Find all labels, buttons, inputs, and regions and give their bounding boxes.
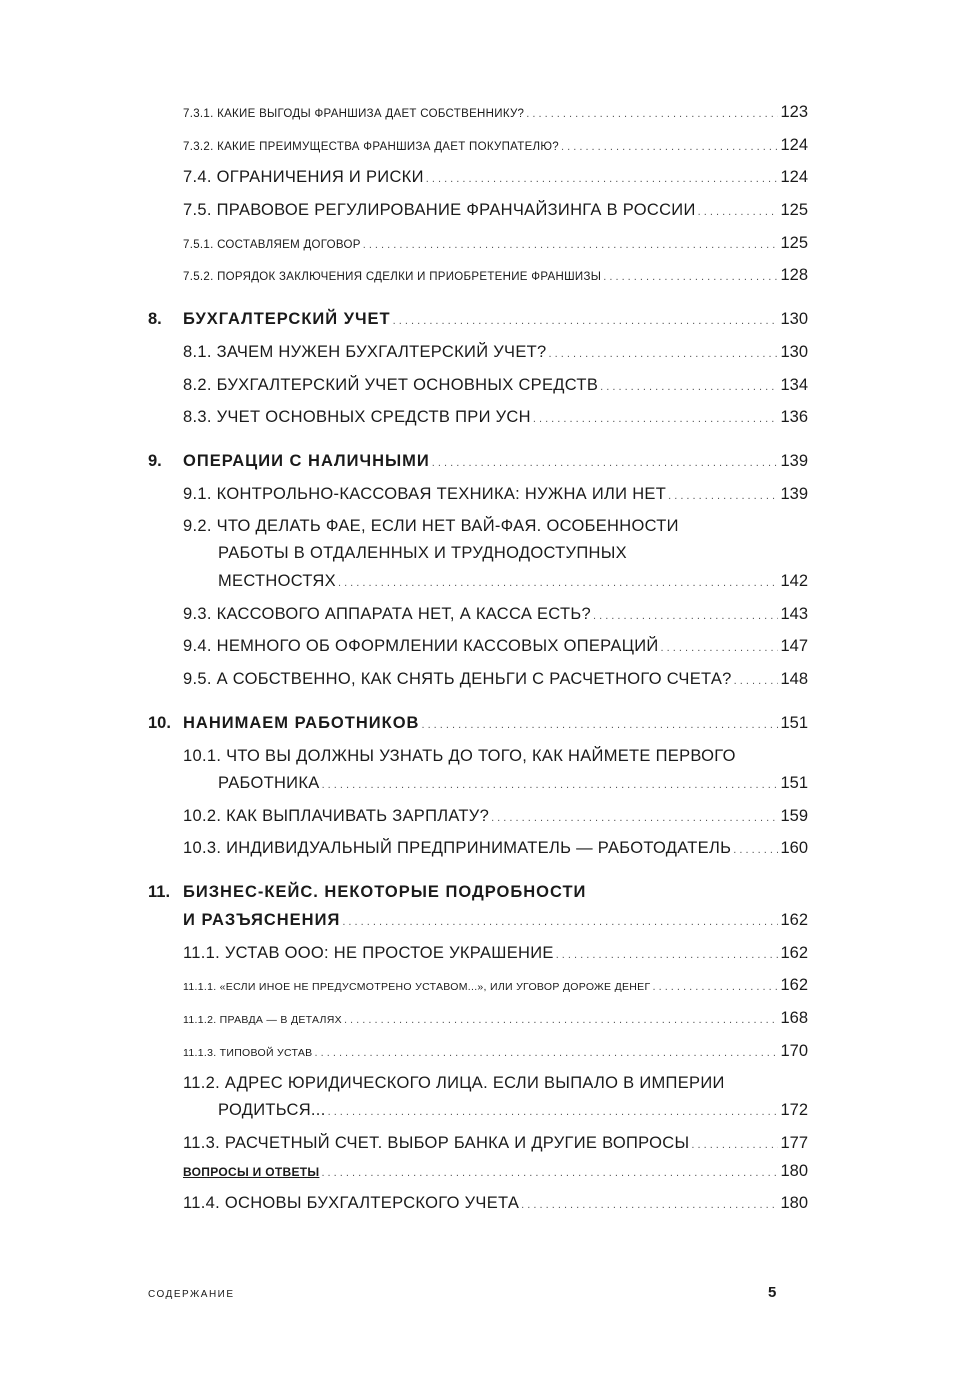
toc-entry-title: 7.5. ПРАВОВОЕ РЕГУЛИРОВАНИЕ ФРАНЧАЙЗИНГА В РОССИИ: [183, 201, 696, 219]
toc-entry[interactable]: [183, 1009, 808, 1028]
toc-entry-page: 180: [780, 1194, 808, 1212]
toc-entry-page: 124: [780, 168, 808, 186]
dot-leader: [549, 348, 779, 360]
toc-entry[interactable]: [183, 944, 808, 963]
dot-leader: [432, 457, 779, 469]
toc-entry-title: МЕСТНОСТЯХ: [218, 572, 336, 590]
chapter-number: 10.: [148, 714, 171, 732]
dot-leader: [734, 675, 779, 687]
toc-entry-title: 11.4. ОСНОВЫ БУХГАЛТЕРСКОГО УЧЕТА: [183, 1194, 520, 1212]
toc-entry-page: 162: [780, 911, 808, 929]
toc-entry-title: 9.1. КОНТРОЛЬНО-КАССОВАЯ ТЕХНИКА: НУЖНА ИЛИ НЕТ: [183, 485, 667, 503]
dot-leader: [691, 1139, 778, 1151]
toc-entry[interactable]: [183, 168, 808, 187]
toc-entry-title: 8.2. БУХГАЛТЕРСКИЙ УЧЕТ ОСНОВНЫХ СРЕДСТВ: [183, 376, 599, 394]
toc-entry[interactable]: [183, 343, 808, 362]
toc-entry-title: РОДИТЬСЯ...: [218, 1101, 326, 1119]
toc-entry-title: 9.5. А СОБСТВЕННО, КАК СНЯТЬ ДЕНЬГИ С РАСЧЕТНОГО СЧЕТА?: [183, 670, 732, 688]
toc-entry-page: 148: [780, 670, 808, 688]
toc-chapter-title: БУХГАЛТЕРСКИЙ УЧЕТ: [183, 310, 391, 328]
toc-entry-title: РАБОТНИКА: [218, 774, 320, 792]
dot-leader: [668, 490, 778, 502]
toc-entry-title: 11.1.2. ПРАВДА — В ДЕТАЛЯХ: [183, 1014, 342, 1026]
toc-entry-title-line: 11.2. АДРЕС ЮРИДИЧЕСКОГО ЛИЦА. ЕСЛИ ВЫПАЛО В ИМПЕРИИ: [183, 1074, 725, 1092]
toc-entry[interactable]: [183, 1042, 808, 1061]
toc-entry-page: 168: [780, 1009, 808, 1027]
toc-chapter-entry[interactable]: [183, 911, 808, 930]
dot-leader: [338, 577, 779, 589]
dot-leader: [661, 642, 779, 654]
dot-leader: [561, 141, 778, 153]
toc-chapter-entry[interactable]: [183, 310, 808, 329]
toc-chapter-title: И РАЗЪЯСНЕНИЯ: [183, 911, 341, 929]
toc-entry[interactable]: [183, 807, 808, 826]
dot-leader: [393, 315, 779, 327]
dot-leader: [600, 381, 778, 393]
dot-leader: [526, 108, 778, 120]
toc-entry-title-line: 10.1. ЧТО ВЫ ДОЛЖНЫ УЗНАТЬ ДО ТОГО, КАК НАЙМЕТЕ ПЕРВОГО: [183, 747, 736, 765]
dot-leader: [315, 1047, 779, 1059]
chapter-number: 8.: [148, 310, 162, 328]
toc-entry[interactable]: [183, 1194, 808, 1213]
toc-entry[interactable]: [218, 572, 808, 591]
toc-entry-page: 162: [780, 944, 808, 962]
chapter-number: 11.: [148, 883, 171, 901]
toc-entry-title: 10.2. КАК ВЫПЛАЧИВАТЬ ЗАРПЛАТУ?: [183, 807, 490, 825]
toc-entry-title-line: РАБОТЫ В ОТДАЛЕННЫХ И ТРУДНОДОСТУПНЫХ: [218, 544, 627, 562]
toc-entry-title: 7.5.1. СОСТАВЛЯЕМ ДОГОВОР: [183, 239, 361, 251]
dot-leader: [491, 812, 778, 824]
toc-chapter-title: ОПЕРАЦИИ С НАЛИЧНЫМИ: [183, 452, 430, 470]
toc-entry-page: 130: [780, 343, 808, 361]
toc-entry-page: 151: [780, 774, 808, 792]
dot-leader: [344, 1014, 779, 1026]
toc-entry[interactable]: [183, 408, 808, 427]
toc-entry[interactable]: [183, 266, 808, 285]
toc-entry-title: 9.3. КАССОВОГО АППАРАТА НЕТ, А КАССА ЕСТЬ?: [183, 605, 591, 623]
toc-entry-title: 11.1.1. «ЕСЛИ ИНОЕ НЕ ПРЕДУСМОТРЕНО УСТАВОМ...», ИЛИ УГОВОР ДОРОЖЕ ДЕНЕГ: [183, 981, 651, 993]
dot-leader: [652, 981, 778, 993]
toc-entry-page: 124: [780, 136, 808, 154]
toc-entry-page: 159: [780, 807, 808, 825]
dot-leader: [556, 949, 779, 961]
dot-leader: [698, 206, 779, 218]
toc-entry-title: 8.1. ЗАЧЕМ НУЖЕН БУХГАЛТЕРСКИЙ УЧЕТ?: [183, 343, 547, 361]
toc-entry-title: 7.5.2. ПОРЯДОК ЗАКЛЮЧЕНИЯ СДЕЛКИ И ПРИОБРЕТЕНИЕ ФРАНШИЗЫ: [183, 271, 602, 283]
toc-entry-page: 143: [780, 605, 808, 623]
toc-entry-page: 160: [780, 839, 808, 857]
toc-entry[interactable]: [183, 1134, 808, 1153]
dot-leader: [328, 1106, 779, 1118]
toc-entry-page: 162: [780, 976, 808, 994]
toc-entry[interactable]: [183, 136, 808, 155]
dot-leader: [322, 779, 779, 791]
dot-leader: [363, 239, 779, 251]
toc-entry-title: 7.3.2. КАКИЕ ПРЕИМУЩЕСТВА ФРАНШИЗА ДАЕТ ПОКУПАТЕЛЮ?: [183, 141, 559, 153]
toc-entry-page: 125: [780, 201, 808, 219]
toc-entry-page: 123: [780, 103, 808, 121]
toc-entry[interactable]: [218, 774, 808, 793]
toc-entry[interactable]: [183, 201, 808, 220]
toc-entry[interactable]: [183, 670, 808, 689]
toc-entry-title: 11.1. УСТАВ ООО: НЕ ПРОСТОЕ УКРАШЕНИЕ: [183, 944, 554, 962]
toc-entry-title: 10.3. ИНДИВИДУАЛЬНЫЙ ПРЕДПРИНИМАТЕЛЬ — РАБОТОДАТЕЛЬ: [183, 839, 732, 857]
toc-entry-page: 170: [780, 1042, 808, 1060]
toc-entry-page: 136: [780, 408, 808, 426]
toc-entry-title: 7.3.1. КАКИЕ ВЫГОДЫ ФРАНШИЗА ДАЕТ СОБСТВЕННИКУ?: [183, 108, 525, 120]
toc-entry-title: 11.3. РАСЧЕТНЫЙ СЧЕТ. ВЫБОР БАНКА И ДРУГИЕ ВОПРОСЫ: [183, 1134, 690, 1152]
toc-entry-page: 134: [780, 376, 808, 394]
toc-chapter-title: НАНИМАЕМ РАБОТНИКОВ: [183, 714, 420, 732]
toc-entry-title: ВОПРОСЫ И ОТВЕТЫ: [183, 1165, 320, 1179]
toc-entry-page: 147: [780, 637, 808, 655]
toc-chapter-title-line: БИЗНЕС-КЕЙС. НЕКОТОРЫЕ ПОДРОБНОСТИ: [183, 883, 587, 901]
dot-leader: [521, 1199, 778, 1211]
toc-entry-qa[interactable]: [183, 1162, 808, 1181]
chapter-number: 9.: [148, 452, 162, 470]
toc-entry-title: 9.4. НЕМНОГО ОБ ОФОРМЛЕНИИ КАССОВЫХ ОПЕРАЦИЙ: [183, 637, 659, 655]
toc-entry[interactable]: [183, 234, 808, 253]
toc-entry-title: 11.1.3. ТИПОВОЙ УСТАВ: [183, 1047, 313, 1059]
dot-leader: [733, 844, 778, 856]
dot-leader: [421, 719, 778, 731]
dot-leader: [603, 271, 778, 283]
toc-chapter-entry[interactable]: [183, 452, 808, 471]
toc-entry[interactable]: [183, 376, 808, 395]
toc-entry-page: 151: [780, 714, 808, 732]
toc-chapter-entry[interactable]: [183, 714, 808, 733]
toc-entry[interactable]: [183, 839, 808, 858]
dot-leader: [321, 1167, 778, 1179]
toc-entry-title: 7.4. ОГРАНИЧЕНИЯ И РИСКИ: [183, 168, 424, 186]
toc-entry-page: 128: [780, 266, 808, 284]
toc-entry[interactable]: [183, 103, 808, 122]
toc-entry-page: 180: [780, 1162, 808, 1180]
dot-leader: [426, 173, 779, 185]
toc-entry-title-line: 9.2. ЧТО ДЕЛАТЬ ФАЕ, ЕСЛИ НЕТ ВАЙ-ФАЯ. ОСОБЕННОСТИ: [183, 517, 679, 535]
toc-entry[interactable]: [183, 976, 808, 995]
toc-entry[interactable]: [183, 485, 808, 504]
dot-leader: [593, 610, 779, 622]
toc-entry-page: 130: [780, 310, 808, 328]
toc-entry-title: 8.3. УЧЕТ ОСНОВНЫХ СРЕДСТВ ПРИ УСН: [183, 408, 531, 426]
toc-entry-page: 139: [780, 485, 808, 503]
page-number: 5: [768, 1284, 777, 1301]
toc-entry-page: 139: [780, 452, 808, 470]
toc-entry-page: 172: [780, 1101, 808, 1119]
toc-entry[interactable]: [218, 1101, 808, 1120]
dot-leader: [342, 916, 778, 928]
toc-entry[interactable]: [183, 637, 808, 656]
running-footer-label: СОДЕРЖАНИЕ: [148, 1289, 235, 1300]
toc-entry-page: 177: [780, 1134, 808, 1152]
toc-entry-page: 142: [780, 572, 808, 590]
toc-entry-page: 125: [780, 234, 808, 252]
dot-leader: [533, 413, 779, 425]
toc-entry[interactable]: [183, 605, 808, 624]
